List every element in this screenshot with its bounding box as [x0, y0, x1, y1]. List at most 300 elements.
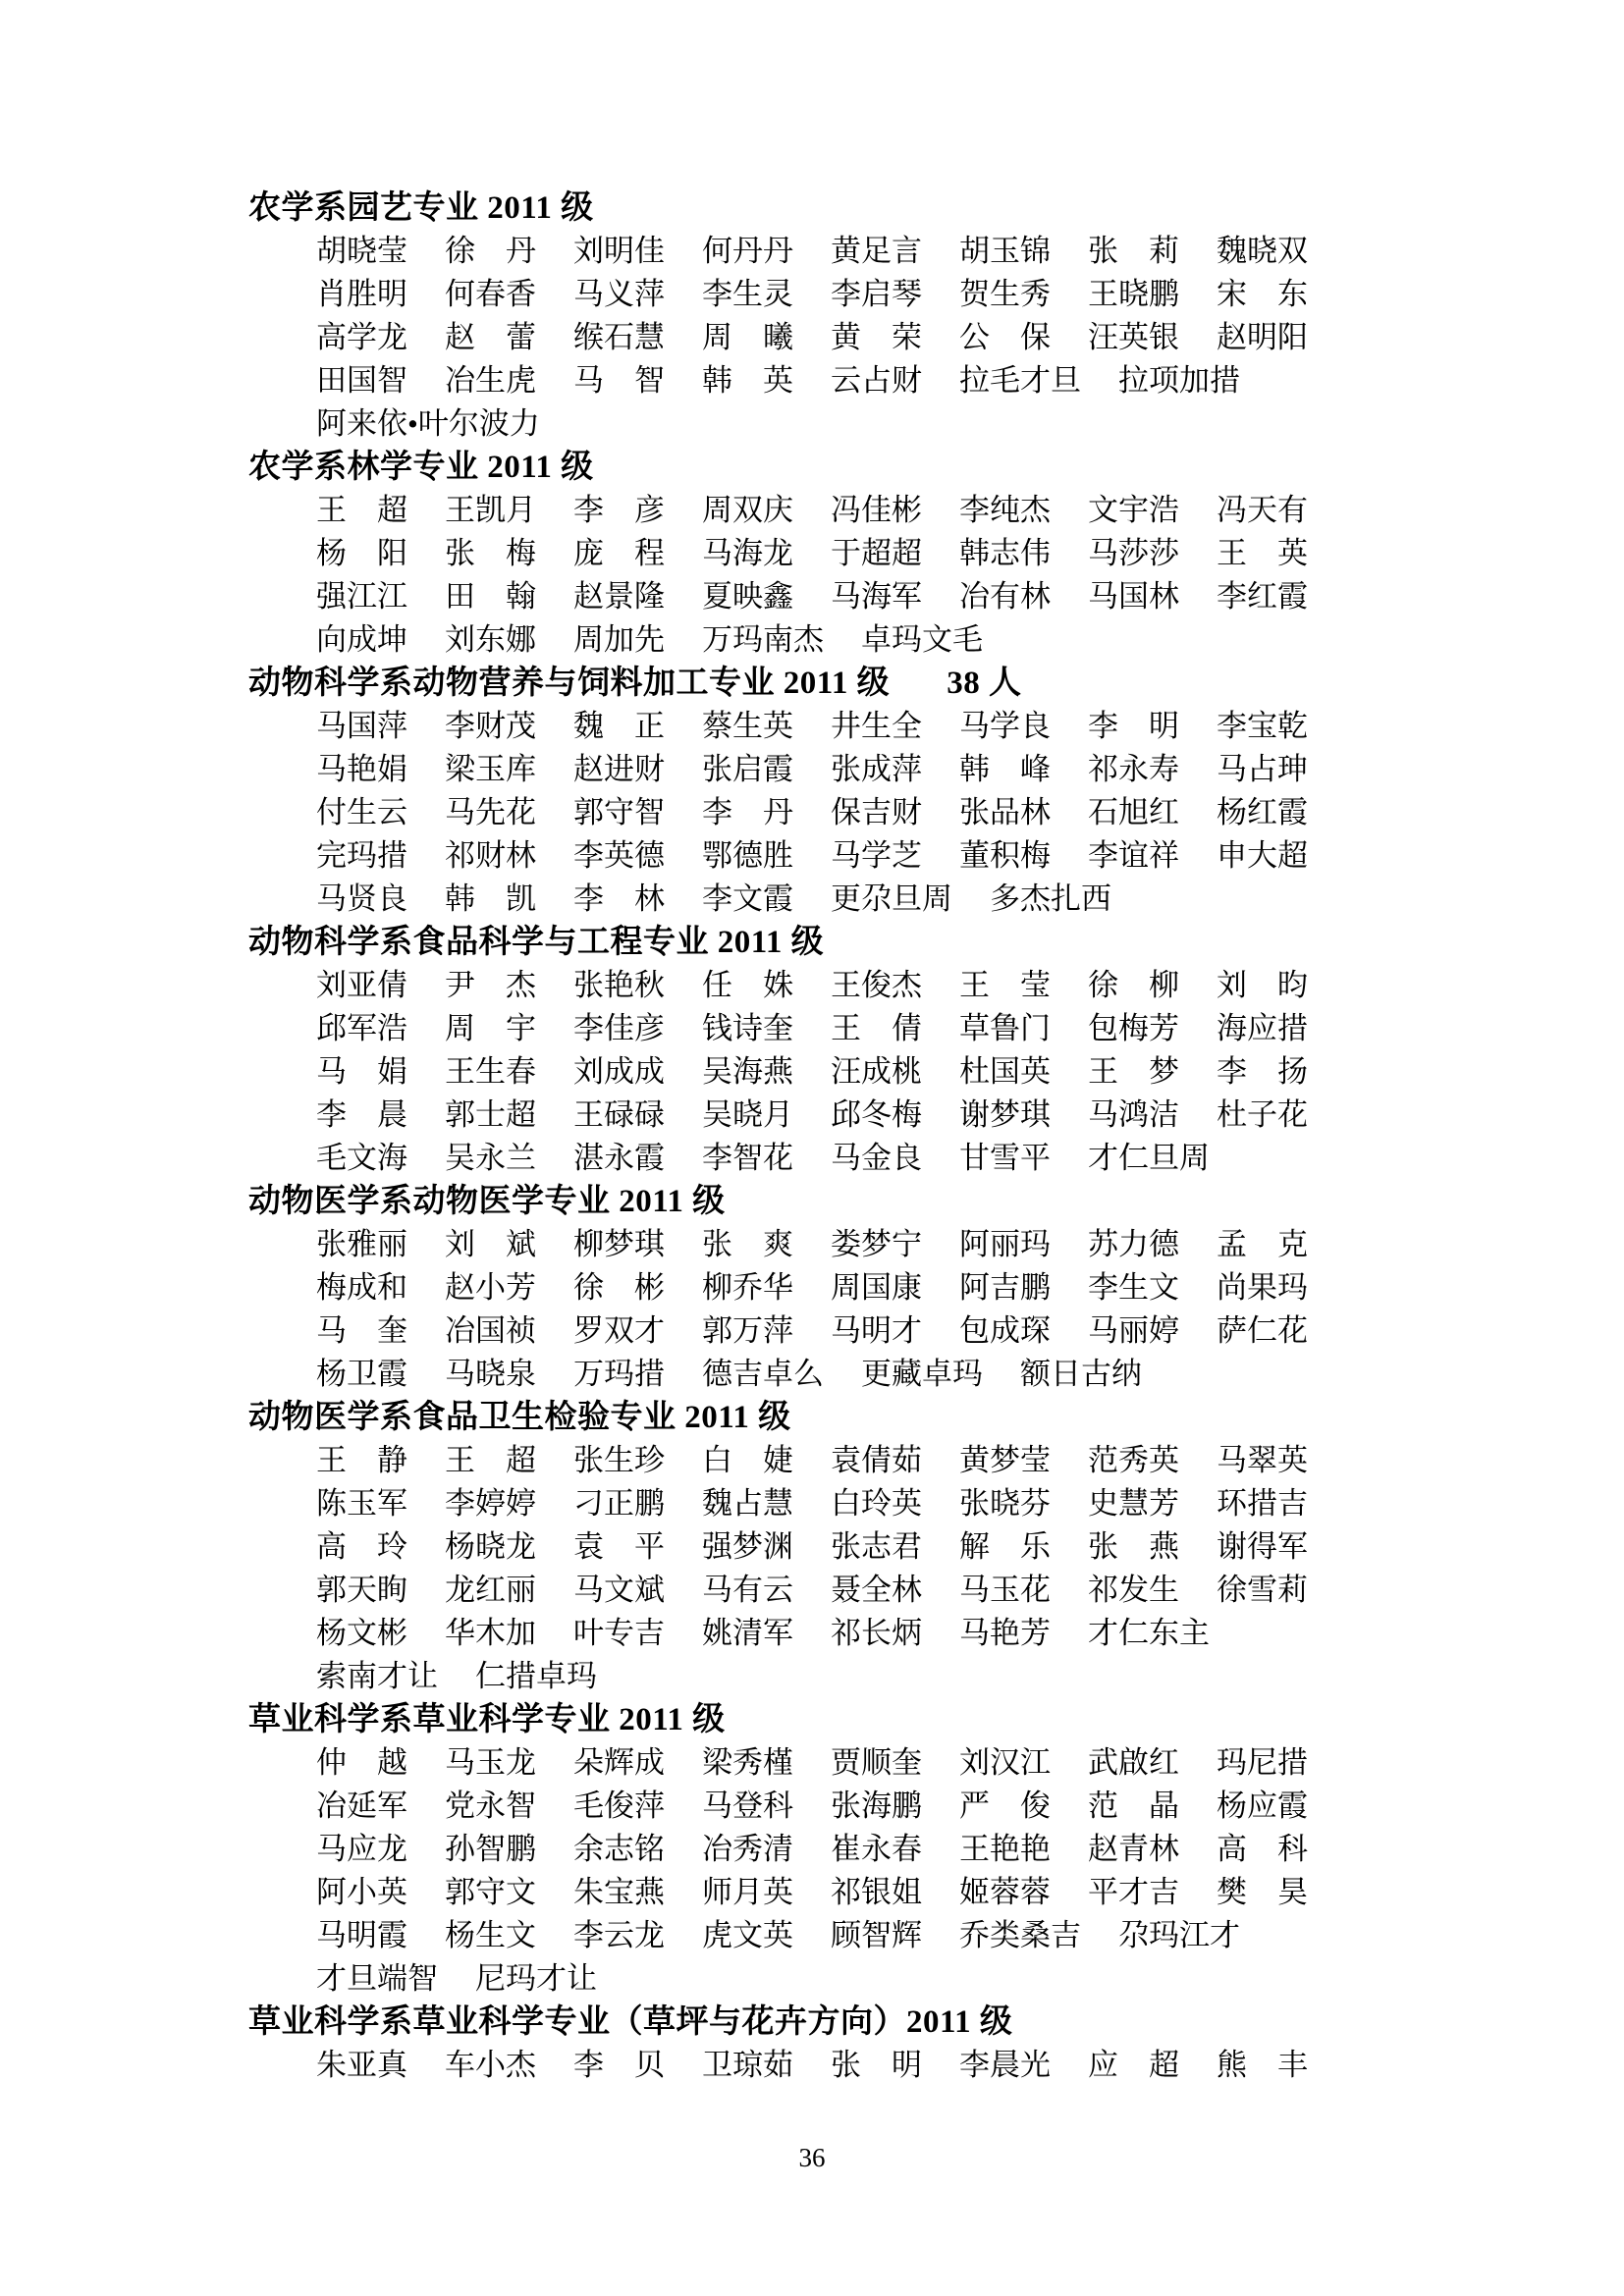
student-name: 李财茂: [445, 709, 536, 743]
student-name: 石旭红: [1088, 795, 1179, 829]
student-name: 李宝乾: [1217, 709, 1308, 743]
section-title: 农学系园艺专业 2011 级: [248, 190, 594, 226]
student-name: 杨文彬: [316, 1616, 407, 1650]
section-title: 动物科学系动物营养与饲料加工专业 2011 级: [248, 666, 891, 701]
student-name: 夏映鑫: [702, 579, 793, 614]
student-name: 李谊祥: [1088, 838, 1179, 873]
student-name: 吴永兰: [445, 1141, 536, 1175]
student-name: 马丽婷: [1088, 1313, 1179, 1348]
student-name: 崔永春: [831, 1832, 922, 1866]
student-name: 张品林: [959, 795, 1051, 829]
student-name: 董积梅: [959, 838, 1051, 873]
name-row: [248, 273, 1407, 316]
student-name: 高 科: [1217, 1832, 1308, 1866]
page-footer: [0, 2142, 1624, 2173]
student-name: 刘 斌: [445, 1227, 536, 1261]
student-name: 张启霞: [702, 752, 793, 786]
student-name: 师月英: [702, 1875, 793, 1909]
student-name: 于超超: [831, 536, 922, 570]
student-name: 祁永寿: [1088, 752, 1179, 786]
student-name: 贺生秀: [959, 277, 1051, 311]
name-row: [248, 1482, 1407, 1525]
name-row: [248, 532, 1407, 575]
student-name: 杜子花: [1217, 1097, 1308, 1132]
student-name: 宋 东: [1217, 277, 1308, 311]
name-row: [248, 834, 1407, 878]
section-title: 农学系林学专业 2011 级: [248, 450, 594, 485]
student-name: 马 智: [573, 363, 665, 398]
student-name: 王碌碌: [573, 1097, 665, 1132]
student-name: 万玛措: [573, 1357, 665, 1391]
student-name: 马国萍: [316, 709, 407, 743]
student-name: 马玉龙: [445, 1745, 536, 1780]
student-name: 杨红霞: [1217, 795, 1308, 829]
student-name: 尕玛江才: [1118, 1918, 1240, 1952]
student-name: 贾顺奎: [831, 1745, 922, 1780]
student-name: 杨应霞: [1217, 1789, 1308, 1823]
student-name: 马 奎: [316, 1313, 407, 1348]
student-name: 卫琼茹: [702, 2048, 793, 2082]
student-name: 马翠英: [1217, 1443, 1308, 1477]
name-row: [248, 748, 1407, 791]
student-name: 赵景隆: [573, 579, 665, 614]
student-name: 马国林: [1088, 579, 1179, 614]
student-name: 张志君: [831, 1529, 922, 1564]
student-name: 陈玉军: [316, 1486, 407, 1521]
student-name: 马明才: [831, 1313, 922, 1348]
name-row: [248, 878, 1407, 921]
student-name: 蔡生英: [702, 709, 793, 743]
student-name: 白 婕: [702, 1443, 793, 1477]
student-name: 玛尼措: [1217, 1745, 1308, 1780]
student-name: 解 乐: [959, 1529, 1051, 1564]
section-heading: [248, 1180, 1407, 1223]
student-name: 刘东娜: [445, 622, 536, 657]
student-name: 张 燕: [1088, 1529, 1179, 1564]
student-name: 马贤良: [316, 881, 407, 916]
student-name: 谢梦琪: [959, 1097, 1051, 1132]
name-row: [248, 1007, 1407, 1050]
student-name: 李纯杰: [959, 493, 1051, 527]
student-name: 马学良: [959, 709, 1051, 743]
student-name: 井生全: [831, 709, 922, 743]
student-name: 索南才让: [316, 1659, 438, 1693]
name-row: [248, 359, 1407, 402]
student-name: 柳梦琪: [573, 1227, 665, 1261]
student-name: 多杰扎西: [990, 881, 1111, 916]
student-name: 马艳芳: [959, 1616, 1051, 1650]
name-row: [248, 2044, 1407, 2087]
student-name: 郭万萍: [702, 1313, 793, 1348]
student-name: 徐 丹: [445, 234, 536, 268]
student-name: 湛永霞: [573, 1141, 665, 1175]
student-roster: [248, 187, 1407, 2087]
student-name: 王凯月: [445, 493, 536, 527]
student-name: 冯佳彬: [831, 493, 922, 527]
student-name: 刘亚倩: [316, 968, 407, 1002]
student-name: 马占珅: [1217, 752, 1308, 786]
student-name: 冶国祯: [445, 1313, 536, 1348]
student-name: 李 贝: [573, 2048, 665, 2082]
student-name: 高学龙: [316, 320, 407, 354]
student-name: 郭守文: [445, 1875, 536, 1909]
student-name: 柳乔华: [702, 1270, 793, 1305]
student-name: 朵辉成: [573, 1745, 665, 1780]
name-row: [248, 402, 1407, 446]
student-name: 文宇浩: [1088, 493, 1179, 527]
name-row: [248, 618, 1407, 662]
section-heading: [248, 1698, 1407, 1741]
name-row: [248, 964, 1407, 1007]
student-name: 杨晓龙: [445, 1529, 536, 1564]
student-name: 乔类桑吉: [959, 1918, 1081, 1952]
student-name: 邱冬梅: [831, 1097, 922, 1132]
student-name: 朱亚真: [316, 2048, 407, 2082]
student-name: 袁倩茹: [831, 1443, 922, 1477]
student-name: 韩 峰: [959, 752, 1051, 786]
student-name: 李 丹: [702, 795, 793, 829]
student-name: 冯天有: [1217, 493, 1308, 527]
student-name: 草鲁门: [959, 1011, 1051, 1045]
name-row: [248, 705, 1407, 748]
student-name: 海应措: [1217, 1011, 1308, 1045]
student-name: 史慧芳: [1088, 1486, 1179, 1521]
student-name: 祁银姐: [831, 1875, 922, 1909]
student-name: 毛俊萍: [573, 1789, 665, 1823]
student-name: 梁玉库: [445, 752, 536, 786]
student-name: 周加先: [573, 622, 665, 657]
student-name: 樊 昊: [1217, 1875, 1308, 1909]
student-name: 苏力德: [1088, 1227, 1179, 1261]
student-name: 庞 程: [573, 536, 665, 570]
student-name: 周国康: [831, 1270, 922, 1305]
student-name: 张 莉: [1088, 234, 1179, 268]
page-number: 36: [798, 2143, 826, 2172]
student-name: 李红霞: [1217, 579, 1308, 614]
student-name: 龙红丽: [445, 1573, 536, 1607]
student-name: 赵明阳: [1217, 320, 1308, 354]
student-name: 马文斌: [573, 1573, 665, 1607]
student-name: 郭天眴: [316, 1573, 407, 1607]
student-name: 强梦渊: [702, 1529, 793, 1564]
student-name: 严 俊: [959, 1789, 1051, 1823]
student-name: 张成萍: [831, 752, 922, 786]
name-row: [248, 1266, 1407, 1309]
student-name: 完玛措: [316, 838, 407, 873]
student-name: 卓玛文毛: [861, 622, 983, 657]
student-name: 叶专吉: [573, 1616, 665, 1650]
student-name: 李婷婷: [445, 1486, 536, 1521]
student-name: 冶有林: [959, 579, 1051, 614]
student-name: 更尕旦周: [831, 881, 952, 916]
student-name: 白玲英: [831, 1486, 922, 1521]
student-name: 包梅芳: [1088, 1011, 1179, 1045]
student-name: 马莎莎: [1088, 536, 1179, 570]
student-name: 才旦端智: [316, 1961, 438, 1996]
student-name: 李 彦: [573, 493, 665, 527]
name-row: [248, 1137, 1407, 1180]
student-name: 赵 蕾: [445, 320, 536, 354]
student-name: 刁正鹏: [573, 1486, 665, 1521]
student-name: 马艳娟: [316, 752, 407, 786]
student-name: 马先花: [445, 795, 536, 829]
student-name: 李晨光: [959, 2048, 1051, 2082]
student-name: 马学芝: [831, 838, 922, 873]
student-name: 孟 克: [1217, 1227, 1308, 1261]
student-name: 云占财: [831, 363, 922, 398]
student-name: 李文霞: [702, 881, 793, 916]
student-name: 余志铭: [573, 1832, 665, 1866]
student-name: 王 倩: [831, 1011, 922, 1045]
student-name: 王 超: [316, 493, 407, 527]
student-name: 华木加: [445, 1616, 536, 1650]
student-name: 王 静: [316, 1443, 407, 1477]
name-row: [248, 1612, 1407, 1655]
student-name: 赵青林: [1088, 1832, 1179, 1866]
student-name: 李智花: [702, 1141, 793, 1175]
student-name: 梅成和: [316, 1270, 407, 1305]
student-name: 张 爽: [702, 1227, 793, 1261]
student-name: 赵进财: [573, 752, 665, 786]
student-name: 李 明: [1088, 709, 1179, 743]
section-heading: [248, 187, 1407, 230]
section-title: 动物医学系动物医学专业 2011 级: [248, 1184, 726, 1219]
student-name: 徐 柳: [1088, 968, 1179, 1002]
student-name: 徐 彬: [573, 1270, 665, 1305]
student-name: 阿吉鹏: [959, 1270, 1051, 1305]
name-row: [248, 489, 1407, 532]
student-name: 才仁旦周: [1088, 1141, 1210, 1175]
student-name: 张生珍: [573, 1443, 665, 1477]
name-row: [248, 1223, 1407, 1266]
name-row: [248, 1353, 1407, 1396]
student-name: 刘 昀: [1217, 968, 1308, 1002]
name-row: [248, 316, 1407, 359]
student-name: 马海军: [831, 579, 922, 614]
student-name: 申大超: [1217, 838, 1308, 873]
name-row: [248, 230, 1407, 273]
student-name: 拉毛才旦: [959, 363, 1081, 398]
student-name: 黄 荣: [831, 320, 922, 354]
student-name: 李生文: [1088, 1270, 1179, 1305]
student-name: 武啟红: [1088, 1745, 1179, 1780]
student-name: 吴晓月: [702, 1097, 793, 1132]
student-name: 马义萍: [573, 277, 665, 311]
student-name: 张晓芬: [959, 1486, 1051, 1521]
student-name: 尼玛才让: [475, 1961, 597, 1996]
section-heading: [248, 1396, 1407, 1439]
student-name: 黄足言: [831, 234, 922, 268]
student-name: 王生春: [445, 1054, 536, 1089]
student-name: 才仁东主: [1088, 1616, 1210, 1650]
student-name: 王 莹: [959, 968, 1051, 1002]
student-name: 韩 英: [702, 363, 793, 398]
student-name: 娄梦宁: [831, 1227, 922, 1261]
student-name: 张 梅: [445, 536, 536, 570]
section-title: 草业科学系草业科学专业（草坪与花卉方向）2011 级: [248, 2004, 1013, 2040]
student-name: 冶秀清: [702, 1832, 793, 1866]
student-name: 胡晓莹: [316, 234, 407, 268]
student-name: 周 曦: [702, 320, 793, 354]
name-row: [248, 1828, 1407, 1871]
student-name: 张海鹏: [831, 1789, 922, 1823]
section-title: 动物科学系食品科学与工程专业 2011 级: [248, 925, 825, 960]
student-name: 王 英: [1217, 536, 1308, 570]
student-name: 祁发生: [1088, 1573, 1179, 1607]
student-name: 赵小芳: [445, 1270, 536, 1305]
student-name: 刘明佳: [573, 234, 665, 268]
student-name: 公 保: [959, 320, 1051, 354]
student-name: 朱宝燕: [573, 1875, 665, 1909]
student-name: 魏占慧: [702, 1486, 793, 1521]
student-name: 钱诗奎: [702, 1011, 793, 1045]
student-name: 高 玲: [316, 1529, 407, 1564]
name-row: [248, 1309, 1407, 1353]
student-name: 强江江: [316, 579, 407, 614]
student-name: 尹 杰: [445, 968, 536, 1002]
student-name: 郭士超: [445, 1097, 536, 1132]
student-name: 王 超: [445, 1443, 536, 1477]
student-name: 党永智: [445, 1789, 536, 1823]
student-name: 祁财林: [445, 838, 536, 873]
student-name: 聂全林: [831, 1573, 922, 1607]
name-row: [248, 1914, 1407, 1957]
student-name: 吴海燕: [702, 1054, 793, 1089]
student-name: 阿丽玛: [959, 1227, 1051, 1261]
student-name: 萨仁花: [1217, 1313, 1308, 1348]
student-name: 徐雪莉: [1217, 1573, 1308, 1607]
student-name: 保吉财: [831, 795, 922, 829]
student-name: 杨生文: [445, 1918, 536, 1952]
student-name: 李生灵: [702, 277, 793, 311]
student-name: 郭守智: [573, 795, 665, 829]
name-row: [248, 1525, 1407, 1569]
student-name: 马玉花: [959, 1573, 1051, 1607]
student-name: 拉项加措: [1118, 363, 1240, 398]
student-name: 谢得军: [1217, 1529, 1308, 1564]
student-name: 黄梦莹: [959, 1443, 1051, 1477]
student-name: 梁秀槿: [702, 1745, 793, 1780]
student-name: 马明霞: [316, 1918, 407, 1952]
student-name: 李启琴: [831, 277, 922, 311]
name-row: [248, 1050, 1407, 1094]
student-name: 周 宇: [445, 1011, 536, 1045]
student-name: 张 明: [831, 2048, 922, 2082]
name-row: [248, 1094, 1407, 1137]
student-name: 马晓泉: [445, 1357, 536, 1391]
name-row: [248, 1741, 1407, 1785]
student-name: 冶延军: [316, 1789, 407, 1823]
student-name: 冶生虎: [445, 363, 536, 398]
student-name: 姬蓉蓉: [959, 1875, 1051, 1909]
student-name: 何丹丹: [702, 234, 793, 268]
section-student-count: 38 人: [947, 666, 1022, 701]
student-name: 马登科: [702, 1789, 793, 1823]
student-name: 阿来依•叶尔波力: [316, 406, 540, 441]
student-name: 虎文英: [702, 1918, 793, 1952]
student-name: 万玛南杰: [702, 622, 824, 657]
student-name: 马海龙: [702, 536, 793, 570]
section-title: 草业科学系草业科学专业 2011 级: [248, 1702, 726, 1737]
student-name: 田 翰: [445, 579, 536, 614]
student-name: 李 晨: [316, 1097, 407, 1132]
student-name: 任 姝: [702, 968, 793, 1002]
student-name: 韩志伟: [959, 536, 1051, 570]
student-name: 刘汉江: [959, 1745, 1051, 1780]
student-name: 范 晶: [1088, 1789, 1179, 1823]
student-name: 李佳彦: [573, 1011, 665, 1045]
student-name: 额日古纳: [1020, 1357, 1142, 1391]
student-name: 甘雪平: [959, 1141, 1051, 1175]
student-name: 杨卫霞: [316, 1357, 407, 1391]
student-name: 马应龙: [316, 1832, 407, 1866]
student-name: 付生云: [316, 795, 407, 829]
student-name: 王晓鹏: [1088, 277, 1179, 311]
student-name: 更藏卓玛: [861, 1357, 983, 1391]
student-name: 向成坤: [316, 622, 407, 657]
student-name: 平才吉: [1088, 1875, 1179, 1909]
student-name: 王 梦: [1088, 1054, 1179, 1089]
student-name: 张艳秋: [573, 968, 665, 1002]
name-row: [248, 1785, 1407, 1828]
student-name: 尚果玛: [1217, 1270, 1308, 1305]
student-name: 王艳艳: [959, 1832, 1051, 1866]
student-name: 周双庆: [702, 493, 793, 527]
student-name: 田国智: [316, 363, 407, 398]
student-name: 祁长炳: [831, 1616, 922, 1650]
student-name: 李英德: [573, 838, 665, 873]
name-row: [248, 1957, 1407, 2001]
name-row: [248, 1439, 1407, 1482]
student-name: 胡玉锦: [959, 234, 1051, 268]
student-name: 马 娟: [316, 1054, 407, 1089]
name-row: [248, 1655, 1407, 1698]
student-name: 汪成桃: [831, 1054, 922, 1089]
name-row: [248, 1569, 1407, 1612]
student-name: 杨 阳: [316, 536, 407, 570]
student-name: 张雅丽: [316, 1227, 407, 1261]
student-name: 姚清军: [702, 1616, 793, 1650]
student-name: 何春香: [445, 277, 536, 311]
name-row: [248, 575, 1407, 618]
student-name: 王俊杰: [831, 968, 922, 1002]
student-name: 李 扬: [1217, 1054, 1308, 1089]
student-name: 阿小英: [316, 1875, 407, 1909]
student-name: 肖胜明: [316, 277, 407, 311]
student-name: 孙智鹏: [445, 1832, 536, 1866]
student-name: 应 超: [1088, 2048, 1179, 2082]
student-name: 顾智辉: [831, 1918, 922, 1952]
student-name: 包成琛: [959, 1313, 1051, 1348]
student-name: 杜国英: [959, 1054, 1051, 1089]
student-name: 袁 平: [573, 1529, 665, 1564]
student-name: 李 林: [573, 881, 665, 916]
student-name: 马鸿洁: [1088, 1097, 1179, 1132]
section-heading: [248, 662, 1407, 705]
student-name: 汪英银: [1088, 320, 1179, 354]
student-name: 罗双才: [573, 1313, 665, 1348]
student-name: 缑石慧: [573, 320, 665, 354]
student-name: 马有云: [702, 1573, 793, 1607]
student-name: 马金良: [831, 1141, 922, 1175]
name-row: [248, 1871, 1407, 1914]
section-heading: [248, 2001, 1407, 2044]
section-heading: [248, 921, 1407, 964]
student-name: 韩 凯: [445, 881, 536, 916]
student-name: 魏 正: [573, 709, 665, 743]
student-name: 刘成成: [573, 1054, 665, 1089]
student-name: 邱军浩: [316, 1011, 407, 1045]
